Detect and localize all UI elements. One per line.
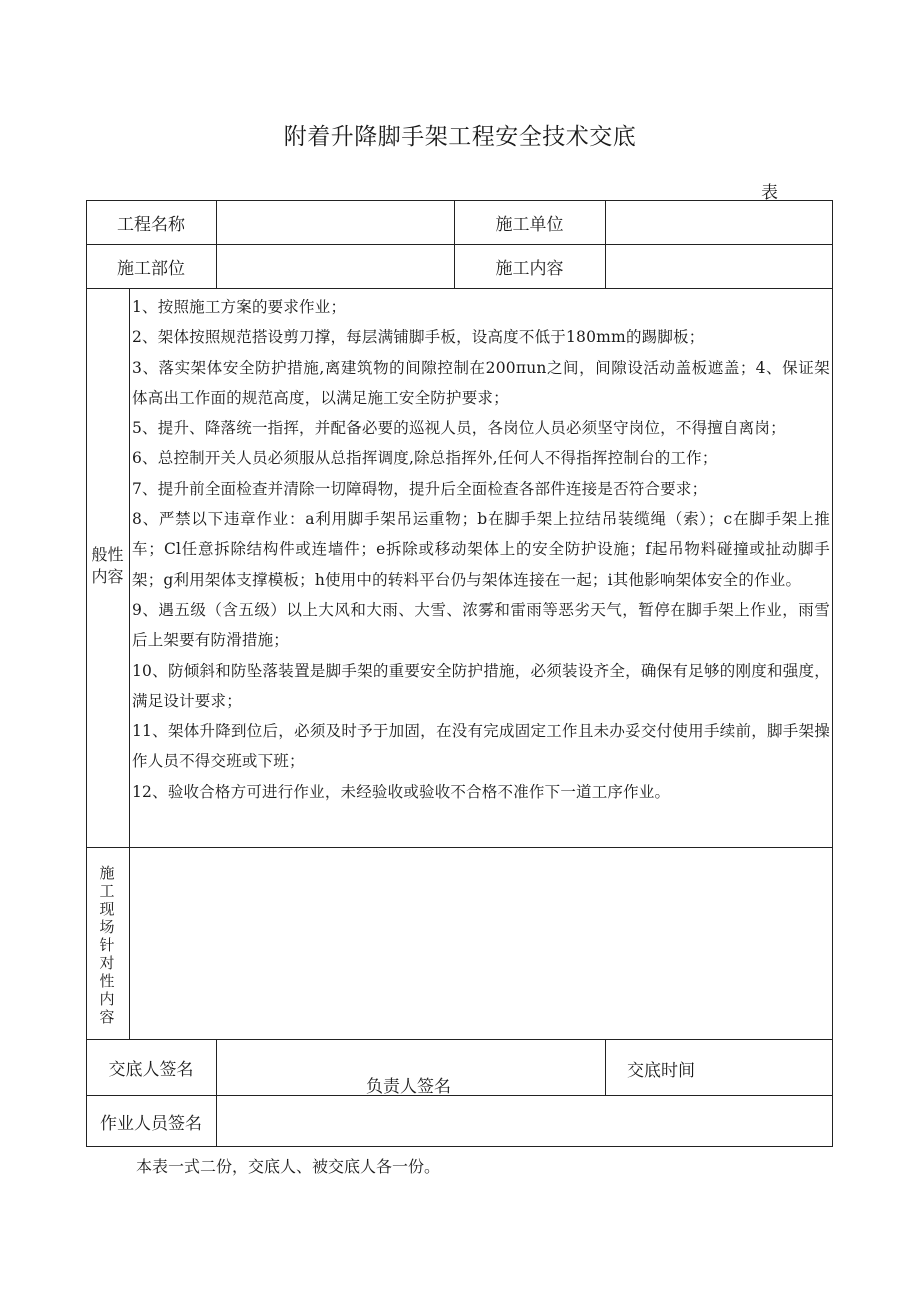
construction-part-label: 施工部位 <box>117 258 185 279</box>
safety-rule-item: 10、防倾斜和防坠落装置是脚手架的重要安全防护措施，必须装设齐全，确保有足够的刚度和强度，满足设计要求； <box>132 661 830 710</box>
construction-content-value[interactable] <box>605 244 833 288</box>
site-label-char: 工 <box>99 882 115 900</box>
safety-rule-item: 6、总控制开关人员必须服从总指挥调度,除总指挥外,任何人不得指挥控制台的工作； <box>132 449 718 468</box>
construction-unit-label: 施工单位 <box>495 214 564 235</box>
worker-signature-label: 作业人员签名 <box>100 1113 202 1134</box>
safety-rule-item: 3、落实架体安全防护措施,离建筑物的间隙控制在200πun之间，间隙设活动盖板遮盖；4、保证架体高出工作面的规范高度，以满足施工安全防护要求； <box>132 358 830 407</box>
disclosure-time-label: 交底时间 <box>627 1061 695 1081</box>
responsible-signature-label: 负责人签名 <box>366 1077 451 1097</box>
general-label-line1: 般性 <box>91 545 124 564</box>
project-name-label: 工程名称 <box>117 214 185 235</box>
footnote: 本表一式二份，交底人、被交底人各一份。 <box>136 1157 441 1176</box>
row-divider <box>86 288 833 289</box>
site-label-char: 内 <box>99 990 115 1008</box>
site-label-char: 容 <box>99 1008 115 1026</box>
safety-rule-item: 8、严禁以下违章作业：a利用脚手架吊运重物；b在脚手架上拉结吊装缆绳（索）；c在脚手架上推车；Cl任意拆除结构件或连墙件；e拆除或移动架体上的安全防护设施；f起吊物料碰撞或扯动脚手架；g利用架体支撑模板；h使用中的转料平台仍与架体连接在一起；i其他影响架体安全的作业。 <box>132 510 830 589</box>
construction-content-label: 施工内容 <box>495 258 564 279</box>
site-content-label <box>97 864 117 1026</box>
construction-unit-value[interactable] <box>605 200 833 244</box>
site-label-char: 性 <box>99 972 115 990</box>
site-label-char: 场 <box>99 918 115 936</box>
general-content-label <box>86 544 129 588</box>
discloser-signature-label: 交底人签名 <box>108 1059 194 1080</box>
safety-rule-item: 7、提升前全面检查并清除一切障碍物，提升后全面检查各部件连接是否符合要求； <box>132 479 708 498</box>
safety-rule-item: 12、验收合格方可进行作业，未经验收或验收不合格不准作下一道工序作业。 <box>132 782 671 801</box>
responsible-signature-field[interactable] <box>217 1040 604 1094</box>
general-label-line2: 内容 <box>91 567 124 586</box>
disclosure-time-field[interactable] <box>606 1040 832 1094</box>
site-label-char: 对 <box>99 954 115 972</box>
construction-part-value[interactable] <box>216 244 454 288</box>
safety-rules-list <box>132 292 830 807</box>
page-title: 附着升降脚手架工程安全技术交底 <box>283 124 637 150</box>
site-label-char: 现 <box>99 900 115 918</box>
safety-rule-item: 1、按照施工方案的要求作业； <box>132 298 347 316</box>
general-content-text <box>132 292 830 846</box>
site-content-value[interactable] <box>130 848 832 1038</box>
site-label-char: 施 <box>99 864 115 882</box>
project-name-value[interactable] <box>216 200 454 244</box>
table-tag: 表 <box>761 183 778 203</box>
safety-rule-item: 5、提升、降落统一指挥，并配备必要的巡视人员，各岗位人员必须坚守岗位，不得擅自离岗； <box>132 419 786 438</box>
site-label-char: 针 <box>99 936 115 954</box>
safety-rule-item: 9、遇五级（含五级）以上大风和大雨、大雪、浓雾和雷雨等恶劣天气，暂停在脚手架上作业，雨雪后上架要有防滑措施； <box>132 600 830 650</box>
worker-signature-field[interactable] <box>217 1096 832 1146</box>
safety-rule-item: 2、架体按照规范搭设剪刀撑，每层满铺脚手板，设高度不低于180mm的踢脚板； <box>132 328 705 347</box>
safety-rule-item: 11、架体升降到位后，必须及时予于加固，在没有完成固定工作且未办妥交付使用手续前，脚手架操作人员不得交班或下班； <box>132 722 830 771</box>
